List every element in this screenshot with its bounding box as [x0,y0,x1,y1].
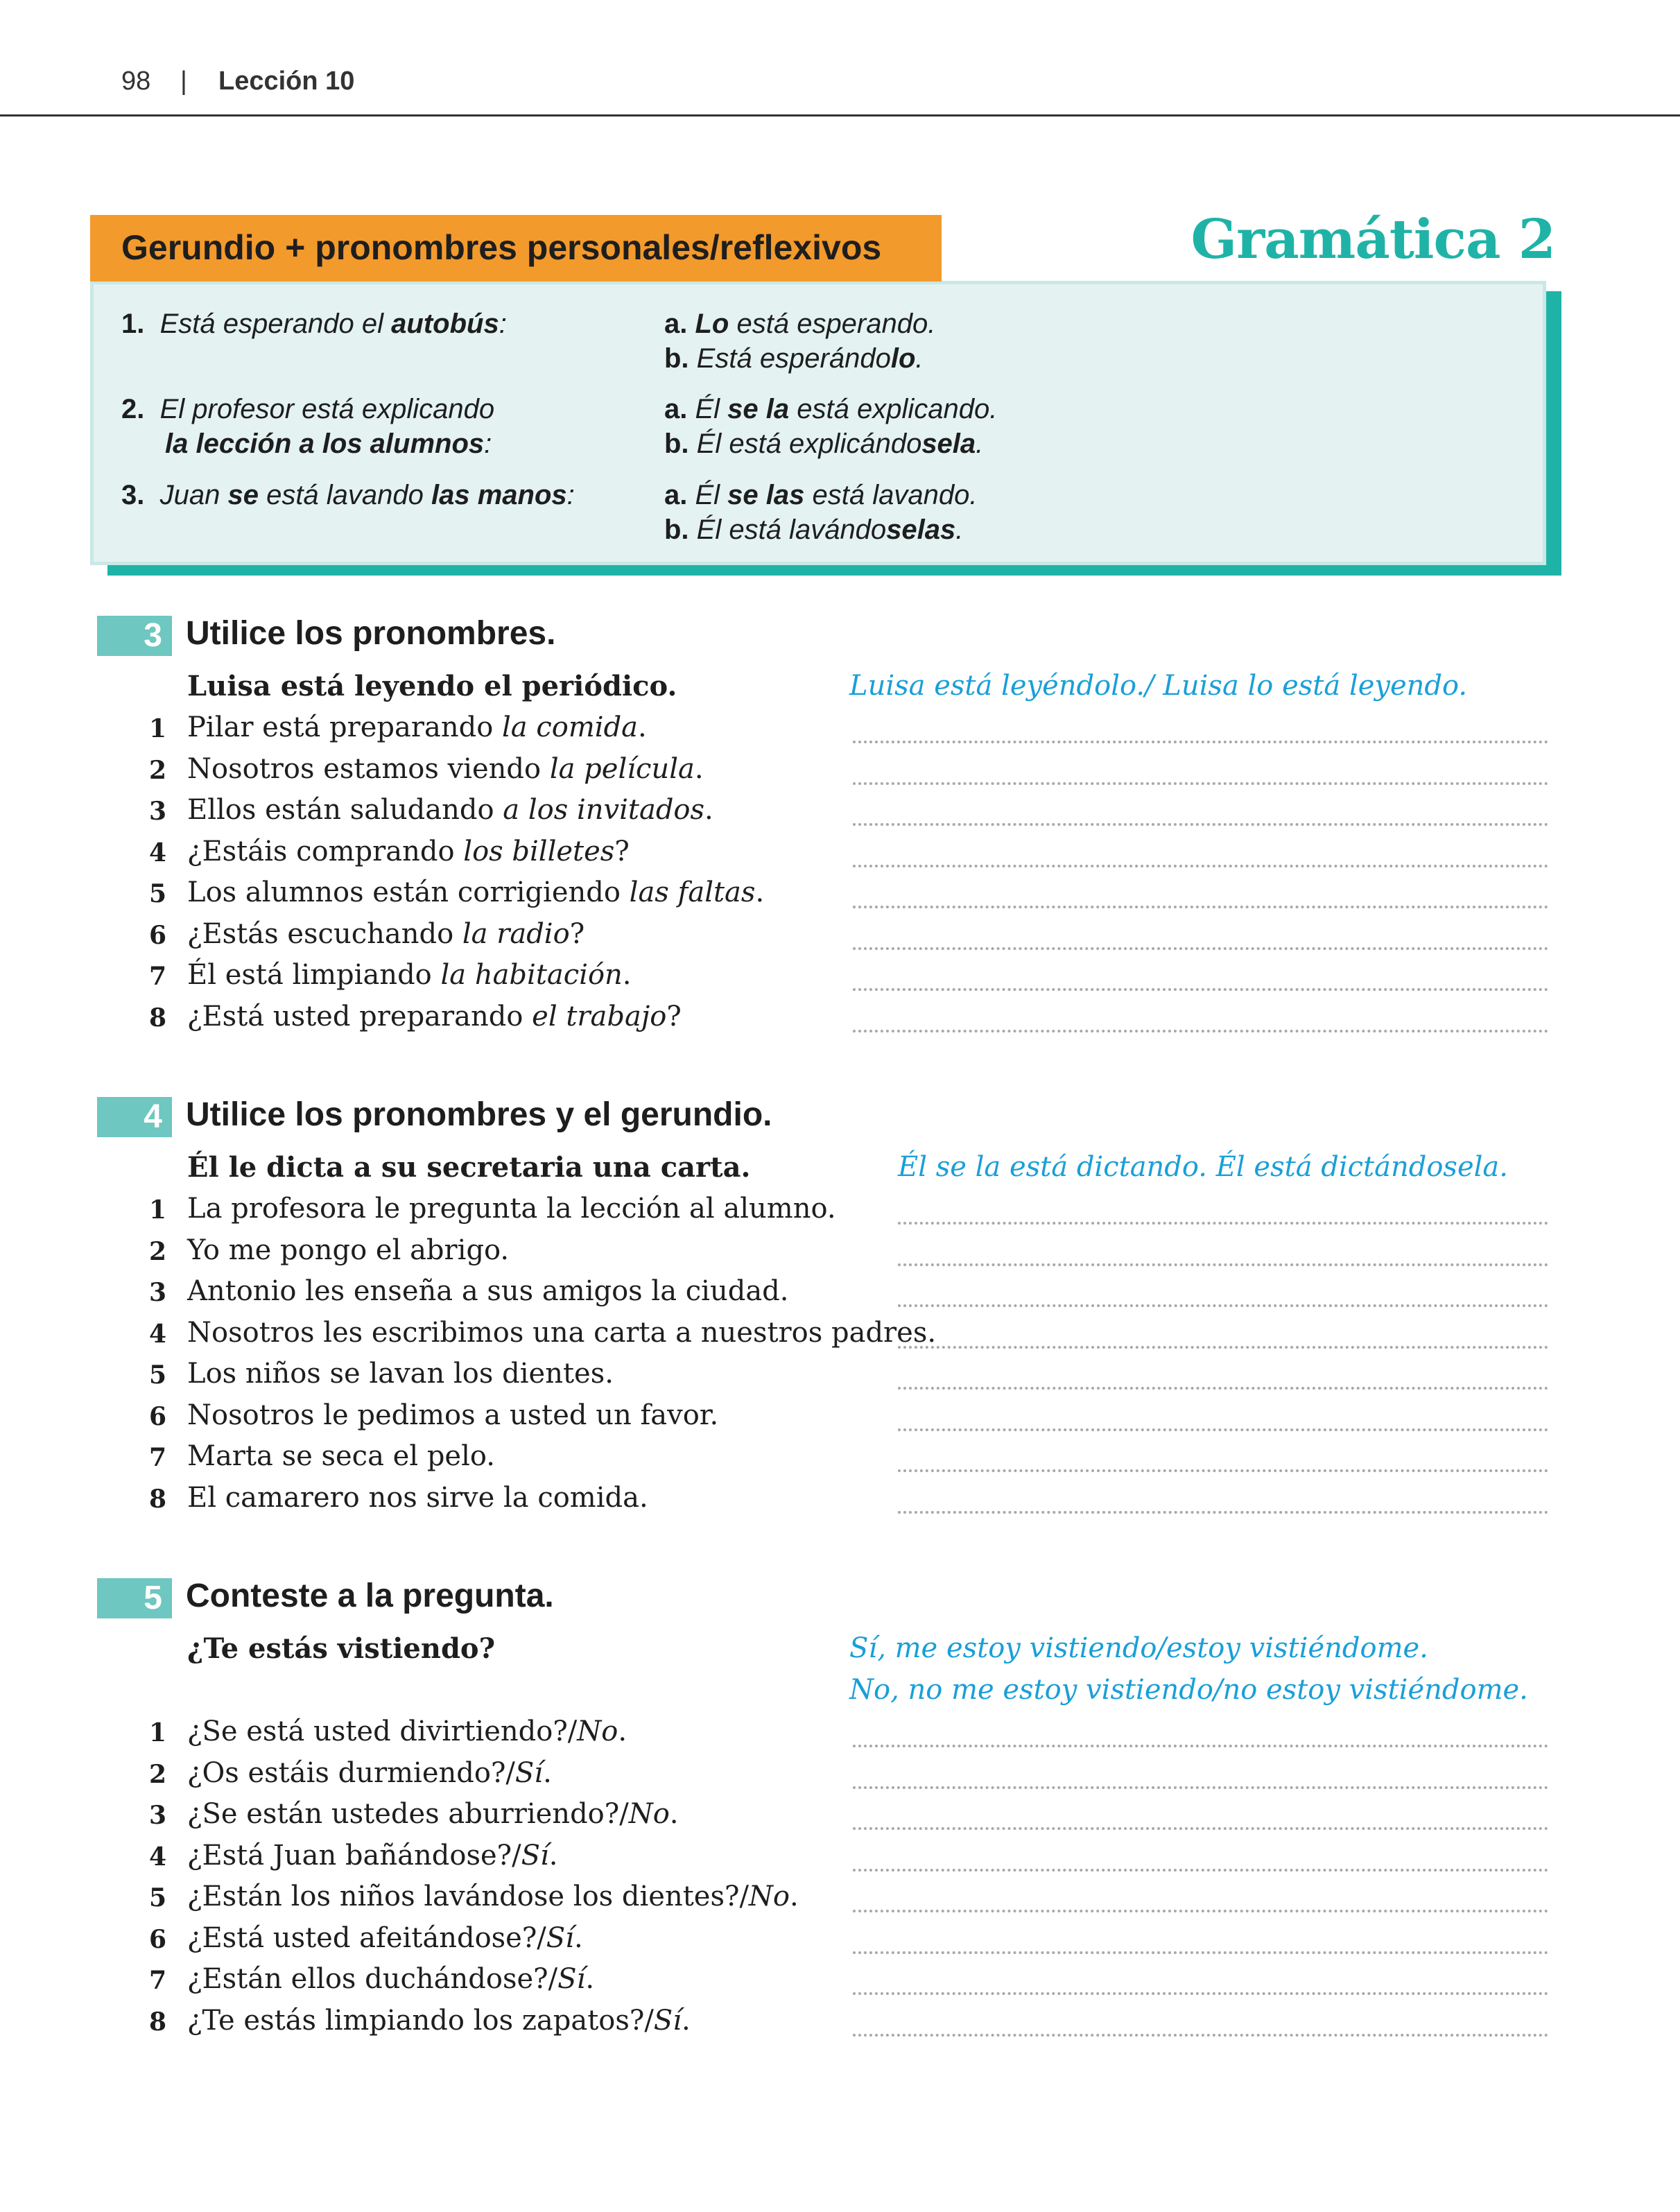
item-prompt [187,1001,682,1032]
item-prompt-end: ? [666,1000,682,1032]
item-prompt-end: . [638,711,647,743]
item-prompt-emphasis: la película [549,752,695,785]
item-prompt-emphasis: No [748,1881,790,1912]
item-prompt-emphasis: Sí [514,1756,544,1789]
header-separator: | [180,67,187,96]
item-prompt-end: ? [569,917,585,950]
answer-line[interactable] [898,1428,1548,1431]
item-prompt-emphasis: Sí [557,1963,586,1995]
item-prompt [187,1193,836,1225]
item-prompt-emphasis: la comida [502,711,639,743]
item-prompt [187,1275,789,1307]
answer-line[interactable] [853,1786,1548,1789]
lesson-label: Lección 10 [218,67,355,96]
answer-line[interactable] [853,2034,1548,2037]
item-prompt-text: ¿Está usted preparando [187,1000,532,1032]
answer-line[interactable] [853,1910,1548,1912]
item-prompt-text: Antonio les enseña a sus amigos la ciudad. [187,1275,789,1307]
item-number: 8 [148,1003,166,1032]
exercise-number-badge: 3 [97,616,172,656]
item-prompt-emphasis: Sí [521,1839,549,1872]
item-number: 7 [148,1966,166,1995]
item-prompt [187,1963,594,1995]
item-prompt [187,918,584,950]
item-prompt [187,753,704,785]
item-number: 2 [148,755,166,785]
item-number: 5 [148,1360,166,1390]
answer-line[interactable] [853,988,1548,991]
item-prompt-emphasis: No [577,1716,618,1747]
item-prompt-text: Yo me pongo el abrigo. [187,1234,510,1266]
item-prompt-emphasis: No [628,1798,670,1830]
item-prompt-emphasis: los billetes [463,835,615,867]
grammar-item-2-a: a. Él se la está explicando. [664,394,998,424]
item-prompt [187,959,632,991]
item-prompt-end: . [618,1716,627,1747]
item-prompt-text: ¿Os estáis durmiendo?/ [187,1756,515,1789]
item-number: 8 [148,2007,166,2037]
example-question: Él le dicta a su secretaria una carta. [187,1151,751,1184]
exercise-number-badge: 4 [97,1097,172,1137]
answer-line[interactable] [853,1030,1548,1032]
grammar-tab-label: Gerundio + pronombres personales/reflexivos [121,228,882,267]
item-prompt-end: . [704,794,713,826]
grammar-item-1-b: b. Está esperándolo. [664,343,924,374]
answer-line[interactable] [853,782,1548,785]
item-prompt-text: Los niños se lavan los dientes. [187,1358,614,1390]
item-number: 6 [148,920,166,950]
item-prompt-text: El camarero nos sirve la comida. [187,1481,648,1514]
answer-line[interactable] [853,1827,1548,1830]
item-number: 1 [148,714,166,743]
item-prompt [187,711,647,743]
item-prompt-text: Él está limpiando [187,959,441,991]
item-prompt-text: Los alumnos están corrigiendo [187,876,630,908]
item-prompt-end: . [622,959,632,991]
item-prompt [187,1399,718,1431]
example-question: Luisa está leyendo el periódico. [187,670,677,702]
answer-line[interactable] [898,1469,1548,1472]
item-number: 6 [148,1401,166,1431]
item-prompt-emphasis: las faltas [629,876,756,908]
grammar-item-2-line2: la lección a los alumnos: [165,429,492,459]
item-prompt-text: ¿Está Juan bañándose?/ [187,1839,521,1872]
answer-line[interactable] [853,1992,1548,1995]
item-number: 4 [148,838,166,867]
item-prompt-end: . [543,1756,552,1789]
item-prompt-text: Nosotros le pedimos a usted un favor. [187,1399,719,1431]
item-prompt-emphasis: el trabajo [532,1000,667,1032]
grammar-item-3-a: a. Él se las está lavando. [664,480,978,510]
item-prompt-end: . [548,1839,558,1872]
exercise-title: Utilice los pronombres. [186,615,556,652]
item-prompt-emphasis: la habitación [440,959,623,991]
item-number: 6 [148,1924,166,1954]
exercise-title: Utilice los pronombres y el gerundio. [186,1096,772,1133]
item-prompt [187,1440,495,1472]
item-prompt-text: Nosotros estamos viendo [187,752,550,785]
page-number: 98 [121,67,151,96]
item-number: 5 [148,879,166,908]
answer-line[interactable] [853,741,1548,743]
answer-line[interactable] [853,1951,1548,1954]
item-number: 3 [148,797,166,826]
answer-line[interactable] [853,823,1548,826]
item-prompt [187,876,764,908]
item-number: 7 [148,962,166,991]
item-prompt [187,1358,614,1390]
answer-line[interactable] [898,1346,1548,1349]
item-prompt-text: ¿Está usted afeitándose?/ [187,1921,546,1954]
grammar-item-3: 3. Juan se está lavando las manos: [121,480,575,510]
item-prompt [187,794,713,826]
example-answer: Luisa está leyéndolo./ Luisa lo está leyendo. [849,670,1468,702]
example-answer: No, no me estoy vistiendo/no estoy vistiéndome. [849,1674,1528,1706]
item-number: 7 [148,1443,166,1472]
header-rule [0,114,1680,116]
item-prompt [187,1798,679,1830]
item-prompt-emphasis: Sí [546,1921,574,1954]
example-answer: Sí, me estoy vistiendo/estoy vistiéndome. [849,1632,1428,1664]
item-prompt-end: ? [614,835,630,867]
answer-line[interactable] [898,1511,1548,1514]
item-number: 2 [148,1236,166,1266]
item-prompt-text: Marta se seca el pelo. [187,1440,495,1472]
section-title: Gramática 2 [1190,208,1555,271]
answer-line[interactable] [898,1304,1548,1307]
item-prompt-text: ¿Estás escuchando [187,917,462,950]
example-question: ¿Te estás vistiendo? [187,1632,496,1665]
item-prompt-emphasis: la radio [462,917,570,950]
item-prompt-end: . [755,876,765,908]
item-prompt [187,2005,691,2037]
item-prompt-text: ¿Se están ustedes aburriendo?/ [187,1798,629,1830]
item-prompt-end: . [585,1963,595,1995]
grammar-item-3-b: b. Él está lavándoselas. [664,515,964,545]
item-prompt [187,836,630,867]
item-prompt-text: Nosotros les escribimos una carta a nuestros padres. [187,1316,937,1349]
item-prompt-text: ¿Se está usted divirtiendo?/ [187,1716,578,1747]
item-prompt-end: . [790,1881,799,1912]
item-number: 1 [148,1718,166,1747]
item-prompt-text: Pilar está preparando [187,711,503,743]
item-prompt-emphasis: a los invitados [503,794,705,826]
item-prompt-end: . [694,752,704,785]
item-number: 1 [148,1195,166,1225]
answer-line[interactable] [853,1745,1548,1747]
item-prompt-emphasis: Sí [653,2004,682,2037]
answer-line[interactable] [853,865,1548,867]
item-prompt-text: ¿Te estás limpiando los zapatos?/ [187,2004,654,2037]
item-prompt [187,1317,936,1349]
item-number: 4 [148,1319,166,1349]
item-prompt [187,1881,799,1912]
item-prompt-end: . [682,2004,691,2037]
answer-line[interactable] [898,1222,1548,1225]
exercise-number-badge: 5 [97,1578,172,1618]
item-prompt-end: . [573,1921,583,1954]
answer-line[interactable] [853,906,1548,908]
grammar-tab [90,215,942,282]
grammar-item-1: 1. Está esperando el autobús: [121,309,507,339]
item-prompt-text: Ellos están saludando [187,794,503,826]
grammar-item-2: 2. El profesor está explicando [121,394,495,424]
answer-line[interactable] [898,1263,1548,1266]
item-prompt-end: . [669,1798,679,1830]
item-number: 2 [148,1759,166,1789]
item-prompt-text: La profesora le pregunta la lección al alumno. [187,1193,836,1225]
item-prompt [187,1840,557,1872]
exercise-title: Conteste a la pregunta. [186,1578,554,1614]
grammar-item-2-b: b. Él está explicándosela. [664,429,984,459]
item-number: 3 [148,1801,166,1830]
example-answer: Él se la está dictando. Él está dictándosela. [898,1151,1508,1183]
answer-line[interactable] [853,947,1548,950]
item-prompt [187,1757,552,1789]
item-number: 8 [148,1484,166,1514]
item-prompt [187,1482,648,1514]
item-prompt-text: ¿Estáis comprando [187,835,464,867]
answer-line[interactable] [853,1869,1548,1872]
item-number: 4 [148,1842,166,1872]
item-prompt-text: ¿Están los niños lavándose los dientes?/ [187,1881,749,1912]
item-prompt-text: ¿Están ellos duchándose?/ [187,1963,558,1995]
item-prompt [187,1716,627,1747]
item-number: 3 [148,1278,166,1307]
answer-line[interactable] [898,1387,1548,1390]
item-prompt [187,1922,583,1954]
item-number: 5 [148,1883,166,1912]
item-prompt [187,1234,509,1266]
grammar-item-1-a: a. Lo está esperando. [664,309,936,339]
